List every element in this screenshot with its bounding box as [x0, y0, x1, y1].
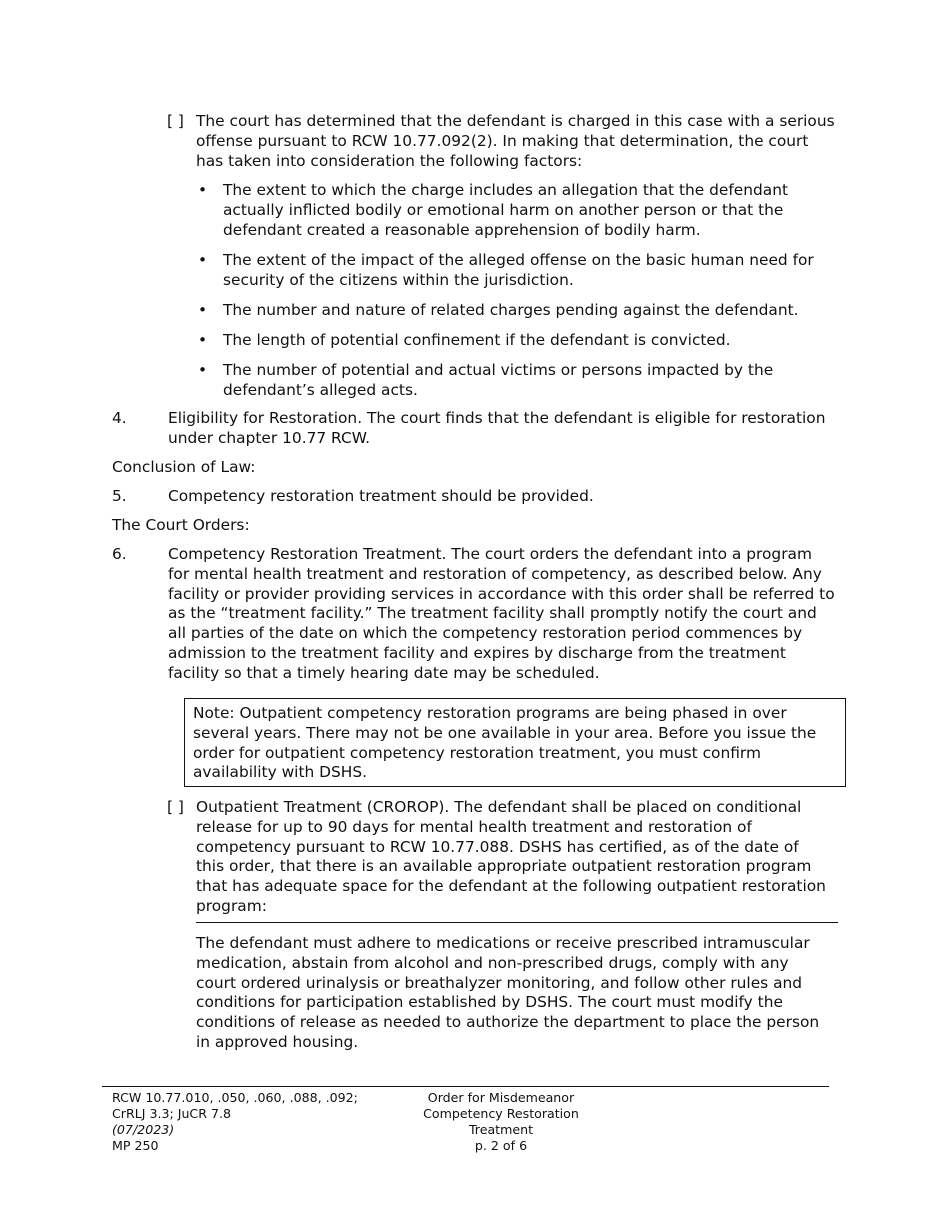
footer-revision: (07/2023)	[112, 1122, 175, 1137]
program-name-line[interactable]	[196, 922, 838, 923]
item-5-text: Competency restoration treatment should be provided.	[168, 487, 594, 505]
item-6-heading: Competency Restoration Treatment.	[168, 545, 447, 563]
item-6-text: The court orders the defendant into a program for mental health treatment and restoration of competency, as described below. Any facility or provider providing services in accordance with this order shall be referred to as the “treatment facility.” The treatment facility shall promptly notify the court and all parties of the date on which the competency restoration period commences by admission to the treatment facility and expires by discharge from the treatment facility so that a timely hearing date may be scheduled.	[168, 545, 835, 682]
bullet-glyph: •	[198, 331, 208, 349]
footer-divider	[102, 1086, 829, 1087]
outpatient-conditions: The defendant must adhere to medications or receive prescribed intramuscular medication, abstain from alcohol and non-prescribed drugs, comply with any court ordered urinalysis or breathalyzer monitoring, and follow other rules and conditions for participation established by DSHS. The court must modify the conditions of release as needed to authorize the department to place the person in approved housing.	[196, 934, 820, 1051]
item-4-body	[168, 409, 828, 449]
footer-form-id: MP 250	[112, 1138, 159, 1153]
factor-bullet-5: The number of potential and actual victims or persons impacted by the defendant’s alleged acts.	[223, 361, 774, 399]
note-text: Outpatient competency restoration programs are being phased in over several years. There may not be one available in your area. Before you issue the order for outpatient competency restoration treatment, you must confirm availability with DSHS.	[193, 704, 817, 782]
bullet-glyph: •	[198, 251, 208, 269]
item-4-number: 4.	[112, 409, 127, 427]
factors-intro: The court has determined that the defendant is charged in this case with a serious offense pursuant to RCW 10.77.092(2). In making that determination, the court has taken into consideration the following factors:	[196, 112, 835, 170]
note-body	[193, 704, 841, 783]
bullet-glyph: •	[198, 181, 208, 199]
factor-bullet-1: The extent to which the charge includes an allegation that the defendant actually inflicted bodily or emotional harm on another person or that the defendant created a reasonable apprehension of bodily harm.	[223, 181, 789, 239]
outpatient-checkbox[interactable]: [ ]	[167, 798, 184, 816]
note-label: Note:	[193, 704, 235, 722]
conclusion-heading: Conclusion of Law:	[112, 458, 256, 476]
outpatient-heading: Outpatient Treatment (CROROP).	[196, 798, 450, 816]
orders-heading: The Court Orders:	[112, 516, 250, 534]
factor-bullet-3: The number and nature of related charges pending against the defendant.	[223, 301, 799, 319]
factor-bullet-2: The extent of the impact of the alleged offense on the basic human need for security of the citizens within the jurisdiction.	[223, 251, 814, 289]
footer-statutes-1: RCW 10.77.010, .050, .060, .088, .092;	[112, 1090, 358, 1105]
outpatient-body	[196, 798, 828, 917]
footer-title-2: Competency Restoration	[423, 1106, 579, 1121]
bullet-glyph: •	[198, 301, 208, 319]
item-5-number: 5.	[112, 487, 127, 505]
item-4-heading: Eligibility for Restoration.	[168, 409, 363, 427]
footer-title-3: Treatment	[468, 1122, 534, 1137]
factor-bullet-4: The length of potential confinement if the defendant is convicted.	[223, 331, 731, 349]
item-4-text: The court finds that the defendant is eligible for restoration under chapter 10.77 RCW.	[168, 409, 826, 447]
outpatient-text: The defendant shall be placed on conditional release for up to 90 days for mental health treatment and restoration of competency pursuant to RCW 10.77.088. DSHS has certified, as of the date of this order, that there is an available appropriate outpatient restoration program that has adequate space for the defendant at the following outpatient restoration program:	[196, 798, 826, 915]
factors-checkbox[interactable]: [ ]	[167, 112, 184, 130]
footer-center	[410, 1090, 592, 1154]
item-6-body	[168, 545, 836, 684]
footer-statutes-2: CrRLJ 3.3; JuCR 7.8	[112, 1106, 232, 1121]
item-6-number: 6.	[112, 545, 127, 563]
footer-title-1: Order for Misdemeanor	[427, 1090, 575, 1105]
footer-left	[112, 1090, 402, 1154]
footer-page-number: p. 2 of 6	[474, 1138, 528, 1153]
bullet-glyph: •	[198, 361, 208, 379]
